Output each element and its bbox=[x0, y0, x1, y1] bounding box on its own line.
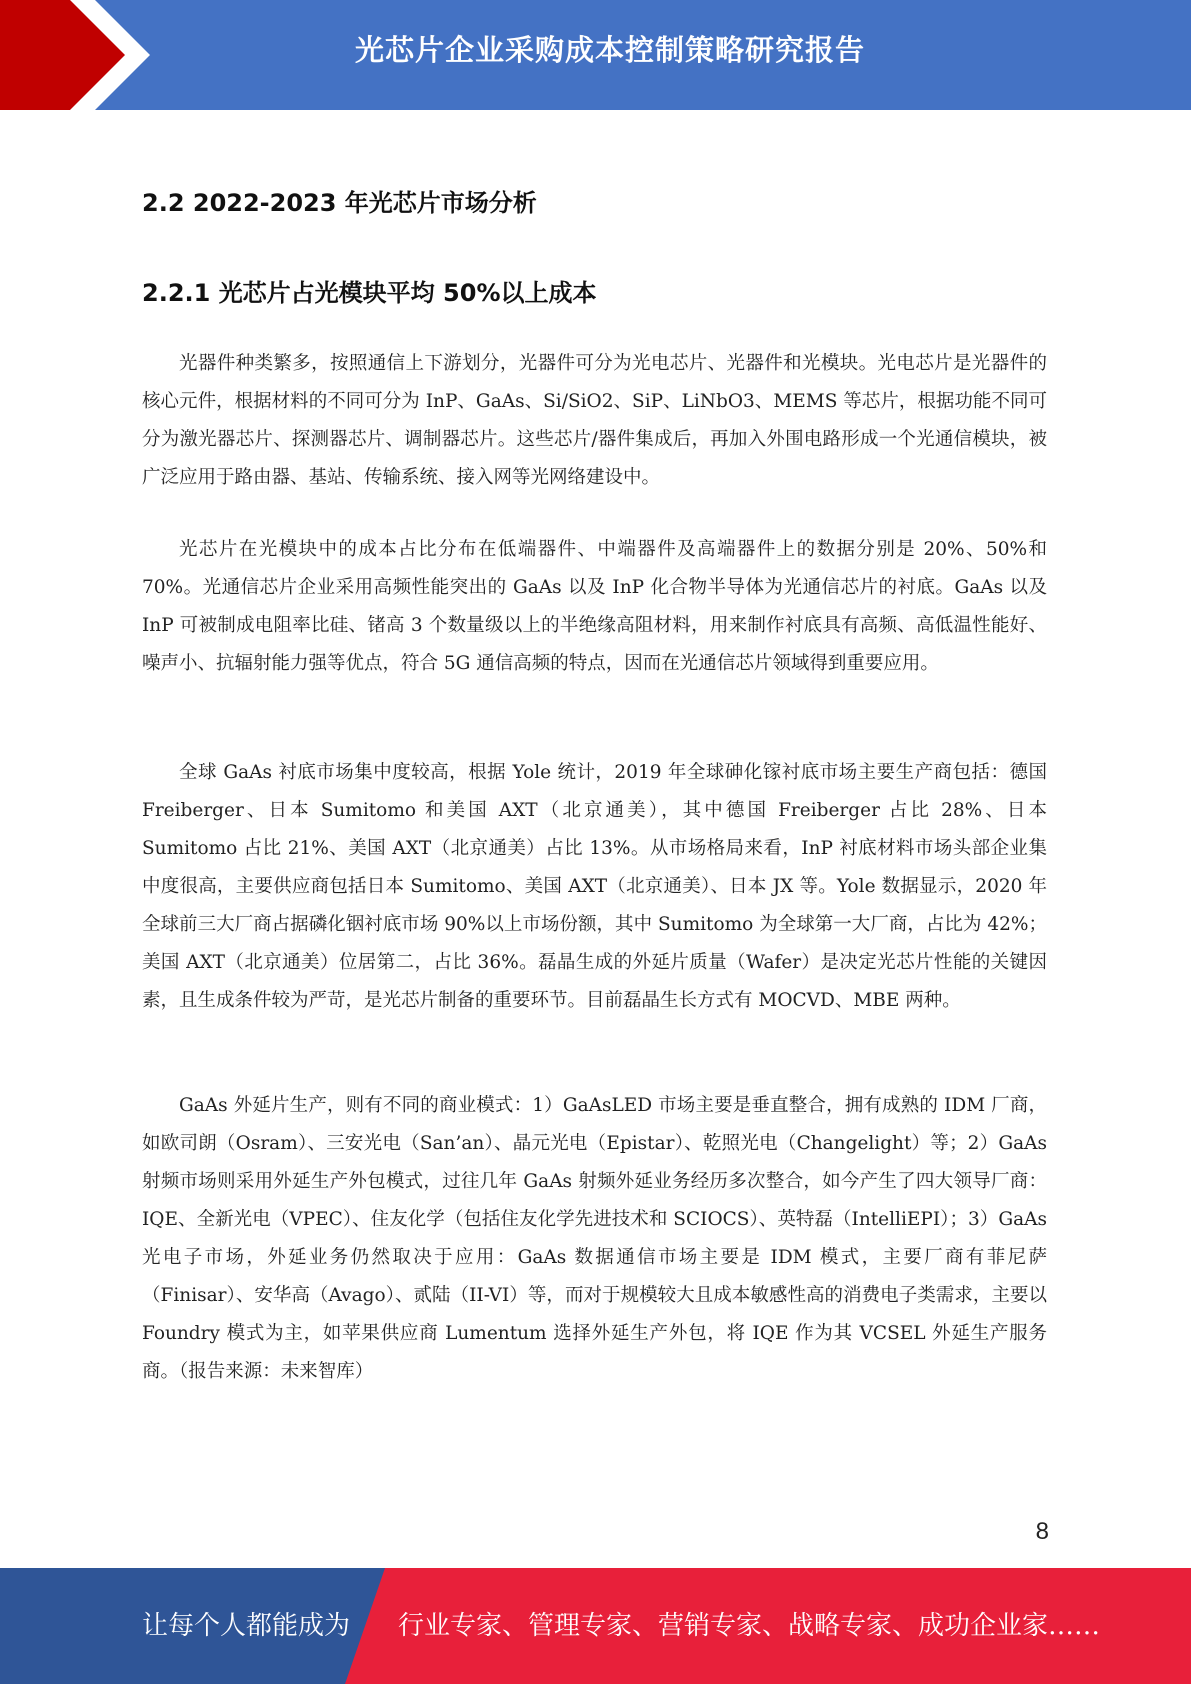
subsection-heading: 2.2.1 光芯片占光模块平均 50%以上成本 bbox=[142, 279, 597, 307]
footer-slogan-left: 让每个人都能成为 bbox=[142, 1611, 351, 1641]
page-footer bbox=[0, 1568, 1191, 1684]
page-header bbox=[0, 0, 1191, 110]
body-paragraph: 光器件种类繁多，按照通信上下游划分，光器件可分为光电芯片、光器件和光模块。光电芯片是光器件的核心元件，根据材料的不同可分为 InP、GaAs、Si/SiO2、SiP、LiNbO3、MEMS 等芯片，根据功能不同可分为激光器芯片、探测器芯片、调制器芯片。这些芯片/器件集成后，再加入外围电路形成一个光通信模块，被广泛应用于路由器、基站、传输系统、接入网等光网络建设中。 bbox=[142, 353, 1047, 488]
section-heading: 2.2 2022-2023 年光芯片市场分析 bbox=[142, 189, 537, 217]
report-title: 光芯片企业采购成本控制策略研究报告 bbox=[354, 33, 865, 67]
body-paragraph: 全球 GaAs 衬底市场集中度较高，根据 Yole 统计，2019 年全球砷化镓衬底市场主要生产商包括：德国 Freiberger、日本 Sumitomo 和美国 AXT（北京通美），其中德国 Freiberger 占比 28%、日本 Sumitomo 占比 21%、美国 AXT（北京通美）占比 13%。从市场格局来看，InP 衬底材料市场头部企业集中度很高，主要供应商包括日本 Sumitomo、美国 AXT（北京通美）、日本 JX 等。Yole 数据显示，2020 年全球前三大厂商占据磷化铟衬底市场 90%以上市场份额，其中 Sumitomo 为全球第一大厂商，占比为 42%；美国 AXT（北京通美）位居第二，占比 36%。磊晶生成的外延片质量（Wafer）是决定光芯片性能的关键因素，且生成条件较为严苛，是光芯片制备的重要环节。目前磊晶生长方式有 MOCVD、MBE 两种。 bbox=[142, 762, 1047, 1011]
page-number: 8 bbox=[1035, 1518, 1049, 1545]
body-paragraph: 光芯片在光模块中的成本占比分布在低端器件、中端器件及高端器件上的数据分别是 20%、50%和 70%。光通信芯片企业采用高频性能突出的 GaAs 以及 InP 化合物半导体为光通信芯片的衬底。GaAs 以及 InP 可被制成电阻率比硅、锗高 3 个数量级以上的半绝缘高阻材料，用来制作衬底具有高频、高低温性能好、噪声小、抗辐射能力强等优点，符合 5G 通信高频的特点，因而在光通信芯片领域得到重要应用。 bbox=[142, 539, 1047, 674]
footer-slogan-right: 行业专家、管理专家、营销专家、战略专家、成功企业家…… bbox=[398, 1611, 1101, 1641]
body-paragraph: GaAs 外延片生产，则有不同的商业模式：1）GaAsLED 市场主要是垂直整合，拥有成熟的 IDM 厂商，如欧司朗（Osram）、三安光电（San’an）、晶元光电（Epistar）、乾照光电（Changelight）等；2）GaAs 射频市场则采用外延生产外包模式，过往几年 GaAs 射频外延业务经历多次整合，如今产生了四大领导厂商：IQE、全新光电（VPEC）、住友化学（包括住友化学先进技术和 SCIOCS）、英特磊（IntelliEPI）；3）GaAs 光电子市场，外延业务仍然取决于应用：GaAs 数据通信市场主要是 IDM 模式，主要厂商有菲尼萨（Finisar）、安华高（Avago）、贰陆（II-VI）等，而对于规模较大且成本敏感性高的消费电子类需求，主要以 Foundry 模式为主，如苹果供应商 Lumentum 选择外延生产外包，将 IQE 作为其 VCSEL 外延生产服务商。（报告来源：未来智库） bbox=[142, 1095, 1047, 1382]
